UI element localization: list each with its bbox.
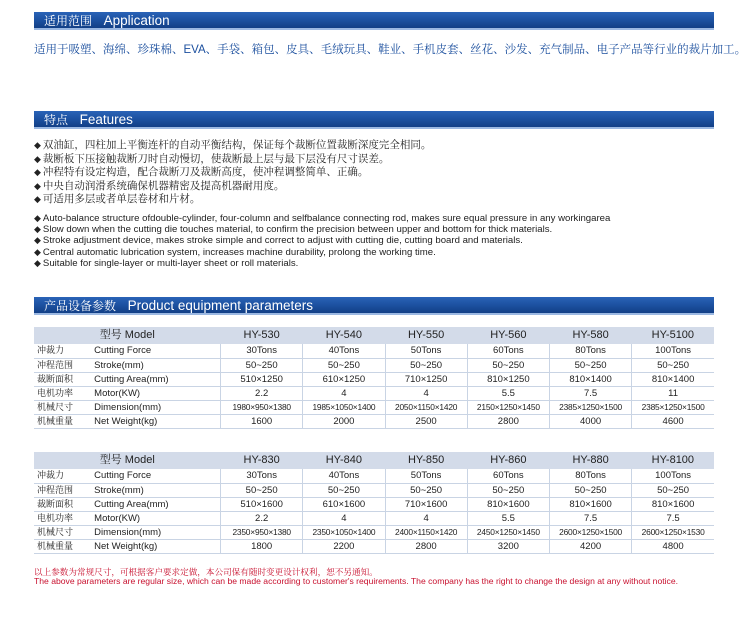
model-name: HY-850 xyxy=(385,452,467,469)
model-name: HY-560 xyxy=(467,327,549,344)
table-cell: 50~250 xyxy=(549,483,631,497)
table-cell: 2.2 xyxy=(221,386,303,400)
model-name: HY-880 xyxy=(549,452,631,469)
table-cell: 710×1600 xyxy=(385,497,467,511)
row-label-en: Cutting Area(mm) xyxy=(91,372,220,386)
row-label-zh: 裁断面积 xyxy=(34,497,91,511)
table-cell: 510×1250 xyxy=(221,372,303,386)
application-header xyxy=(34,12,714,30)
table-cell: 50~250 xyxy=(385,483,467,497)
table-cell: 2800 xyxy=(467,414,549,428)
table-cell: 2000 xyxy=(303,414,385,428)
table-cell: 50~250 xyxy=(303,483,385,497)
row-label-en: Net Weight(kg) xyxy=(91,539,220,553)
table-cell: 2.2 xyxy=(221,511,303,525)
table-row xyxy=(34,344,714,358)
table-cell: 610×1250 xyxy=(303,372,385,386)
table-row xyxy=(34,414,714,428)
table-cell: 7.5 xyxy=(549,511,631,525)
table-cell: 50~250 xyxy=(385,358,467,372)
table-cell: 50~250 xyxy=(221,483,303,497)
table-cell: 2200 xyxy=(303,539,385,553)
feature-zh-item: ◆ 中央自动润滑系统确保机器精密及提高机器耐用度。 xyxy=(34,179,285,192)
feature-en-item: ◆ Stroke adjustment device, makes stroke simple and correct to adjust with cutting die, cutting board and materials. xyxy=(34,235,523,247)
table-cell: 1980×950×1380 xyxy=(221,400,303,414)
row-label-zh: 冲程范围 xyxy=(34,483,91,497)
table-row xyxy=(34,483,714,497)
features-title-zh: 特点 xyxy=(44,113,69,127)
table-cell: 2050×1150×1420 xyxy=(385,400,467,414)
table-cell: 2385×1250×1500 xyxy=(549,400,631,414)
feature-zh-item: ◆ 双油缸，四柱加上平衡连杆的自动平衡结构，保证每个裁断位置裁断深度完全相同。 xyxy=(34,139,432,151)
table-cell: 50~250 xyxy=(467,358,549,372)
table-cell: 2350×950×1380 xyxy=(221,525,303,539)
feature-en-item: ◆ Suitable for single-layer or multi-layer sheet or roll materials. xyxy=(34,257,299,269)
table-cell: 4 xyxy=(303,511,385,525)
table-cell: 30Tons xyxy=(221,469,303,483)
table-cell: 11 xyxy=(632,386,714,400)
row-label-en: Motor(KW) xyxy=(91,386,220,400)
table-cell: 60Tons xyxy=(467,344,549,358)
table-header-row xyxy=(34,452,714,469)
table-cell: 510×1600 xyxy=(221,497,303,511)
table-row xyxy=(34,497,714,511)
table-cell: 100Tons xyxy=(632,344,714,358)
application-title-en: Application xyxy=(103,13,170,28)
table-cell: 5.5 xyxy=(467,511,549,525)
table-cell: 2600×1250×1530 xyxy=(632,525,714,539)
table-cell: 4800 xyxy=(632,539,714,553)
table-cell: 40Tons xyxy=(303,344,385,358)
table-cell: 7.5 xyxy=(549,386,631,400)
model-label: 型号 Model xyxy=(34,452,221,469)
table-cell: 30Tons xyxy=(221,344,303,358)
model-name: HY-5100 xyxy=(632,327,714,344)
model-name: HY-860 xyxy=(467,452,549,469)
model-name: HY-530 xyxy=(221,327,303,344)
table-row xyxy=(34,511,714,525)
table-row xyxy=(34,400,714,414)
table-cell: 2450×1250×1450 xyxy=(467,525,549,539)
table-cell: 60Tons xyxy=(467,469,549,483)
row-label-zh: 裁断面积 xyxy=(34,372,91,386)
table-cell: 50Tons xyxy=(385,344,467,358)
feature-zh-item: ◆ 冲程特有设定构造，配合裁断刀及裁断高度，使冲程调整简单、正确。 xyxy=(34,166,369,178)
row-label-zh: 冲裁力 xyxy=(34,469,91,483)
table-cell: 50~250 xyxy=(632,483,714,497)
row-label-zh: 机械重量 xyxy=(34,414,91,428)
model-name: HY-540 xyxy=(303,327,385,344)
table-cell: 810×1250 xyxy=(467,372,549,386)
feature-en-item: ◆ Slow down when the cutting die touches material, to confirm the precision between upper and bottom for thick materials. xyxy=(34,224,553,236)
table-cell: 4 xyxy=(385,511,467,525)
features-list-zh xyxy=(34,139,431,207)
model-name: HY-550 xyxy=(385,327,467,344)
table-cell: 2400×1150×1420 xyxy=(385,525,467,539)
table-row xyxy=(34,539,714,553)
table-cell: 80Tons xyxy=(549,344,631,358)
table-cell: 2350×1050×1400 xyxy=(303,525,385,539)
table-cell: 2800 xyxy=(385,539,467,553)
features-header xyxy=(34,111,714,129)
table-cell: 7.5 xyxy=(632,511,714,525)
table-cell: 50Tons xyxy=(385,469,467,483)
row-label-en: Motor(KW) xyxy=(91,511,220,525)
table-cell: 610×1600 xyxy=(303,497,385,511)
table-cell: 5.5 xyxy=(467,386,549,400)
row-label-zh: 机械尺寸 xyxy=(34,400,91,414)
table-cell: 4 xyxy=(385,386,467,400)
table-row xyxy=(34,469,714,483)
row-label-zh: 机械重量 xyxy=(34,539,91,553)
params-title-en: Product equipment parameters xyxy=(127,298,313,313)
row-label-en: Net Weight(kg) xyxy=(91,414,220,428)
table-cell: 100Tons xyxy=(632,469,714,483)
feature-en-item: ◆ Auto-balance structure ofdouble-cylinder, four-column and selfbalance connecting rod, makes sure equal pressure in any workingarea xyxy=(34,213,611,224)
table-cell: 710×1250 xyxy=(385,372,467,386)
params-table-2 xyxy=(34,452,714,554)
table-cell: 50~250 xyxy=(467,483,549,497)
table-cell: 40Tons xyxy=(303,469,385,483)
table-cell: 4600 xyxy=(632,414,714,428)
application-text: 适用于吸塑、海绵、珍珠棉、EVA、手袋、箱包、皮具、毛绒玩具、鞋业、手机皮套、丝花、沙发、充气制品、电子产品等行业的裁片加工。 xyxy=(34,44,747,56)
row-label-zh: 电机功率 xyxy=(34,386,91,400)
feature-zh-item: ◆ 裁断板下压接触裁断刀时自动慢切，使裁断最上层与最下层没有尺寸误差。 xyxy=(34,152,390,165)
table-cell: 2385×1250×1500 xyxy=(632,400,714,414)
table-header-row xyxy=(34,327,714,344)
model-name: HY-840 xyxy=(303,452,385,469)
table-cell: 810×1400 xyxy=(632,372,714,386)
row-label-en: Stroke(mm) xyxy=(91,358,220,372)
model-name: HY-8100 xyxy=(632,452,714,469)
table-cell: 810×1600 xyxy=(632,497,714,511)
features-title-en: Features xyxy=(79,112,133,127)
model-name: HY-830 xyxy=(221,452,303,469)
table-cell: 2150×1250×1450 xyxy=(467,400,549,414)
table-row xyxy=(34,525,714,539)
row-label-zh: 机械尺寸 xyxy=(34,525,91,539)
row-label-en: Cutting Area(mm) xyxy=(91,497,220,511)
row-label-en: Stroke(mm) xyxy=(91,483,220,497)
feature-en-item: ◆ Central automatic lubrication system, increases machine durability, prolong the working time. xyxy=(34,246,436,258)
table-cell: 1800 xyxy=(221,539,303,553)
table-cell: 4 xyxy=(303,386,385,400)
row-label-en: Dimension(mm) xyxy=(91,525,220,539)
table-cell: 3200 xyxy=(467,539,549,553)
note-en: The above parameters are regular size, which can be made according to customer's requirements. The company has the right to change the design at any without notice. xyxy=(34,576,678,586)
model-name: HY-580 xyxy=(549,327,631,344)
feature-zh-item: ◆ 可适用多层或者单层卷材和片材。 xyxy=(34,193,201,205)
table-cell: 2600×1250×1500 xyxy=(549,525,631,539)
table-cell: 50~250 xyxy=(549,358,631,372)
row-label-en: Cutting Force xyxy=(91,469,220,483)
table-cell: 50~250 xyxy=(303,358,385,372)
table-cell: 1985×1050×1400 xyxy=(303,400,385,414)
table-cell: 80Tons xyxy=(549,469,631,483)
table-cell: 2500 xyxy=(385,414,467,428)
table-cell: 50~250 xyxy=(632,358,714,372)
table-cell: 4200 xyxy=(549,539,631,553)
table-cell: 810×1600 xyxy=(549,497,631,511)
row-label-en: Dimension(mm) xyxy=(91,400,220,414)
row-label-zh: 冲裁力 xyxy=(34,344,91,358)
params-table-1 xyxy=(34,327,714,429)
row-label-zh: 电机功率 xyxy=(34,511,91,525)
table-cell: 1600 xyxy=(221,414,303,428)
row-label-en: Cutting Force xyxy=(91,344,220,358)
params-title-zh: 产品设备参数 xyxy=(44,299,117,313)
application-title-zh: 适用范围 xyxy=(44,14,93,28)
note-zh: 以上参数为常规尺寸，可根据客户要求定做，本公司保有随时变更设计权利，恕不另通知。 xyxy=(34,567,378,577)
features-list-en xyxy=(34,213,610,269)
table-cell: 50~250 xyxy=(221,358,303,372)
table-cell: 810×1600 xyxy=(467,497,549,511)
row-label-zh: 冲程范围 xyxy=(34,358,91,372)
table-row xyxy=(34,358,714,372)
table-cell: 810×1400 xyxy=(549,372,631,386)
params-header xyxy=(34,297,714,315)
table-cell: 4000 xyxy=(549,414,631,428)
table-row xyxy=(34,372,714,386)
model-label: 型号 Model xyxy=(34,327,221,344)
table-row xyxy=(34,386,714,400)
